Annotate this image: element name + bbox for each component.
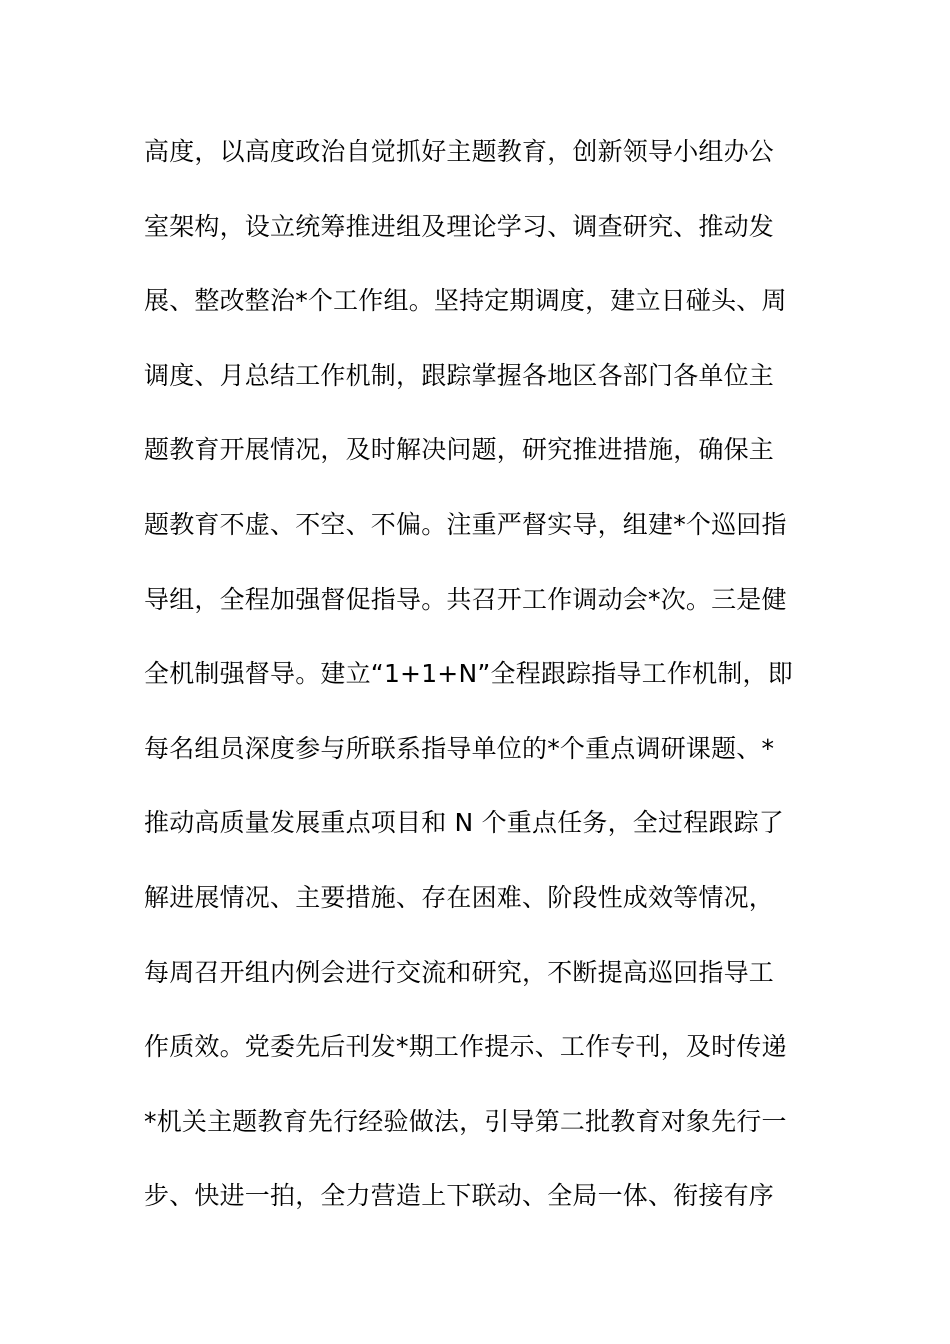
text-line: 作质效。党委先后刊发*期工作提示、工作专刊，及时传递 <box>144 1032 787 1062</box>
text-line: 调度、月总结工作机制，跟踪掌握各地区各部门各单位主 <box>144 360 775 390</box>
text-line: 步、快进一拍，全力营造上下联动、全局一体、衔接有序 <box>144 1181 775 1211</box>
text-line: *机关主题教育先行经验做法，引导第二批教育对象先行一 <box>144 1106 787 1136</box>
text-line: 展、整改整治*个工作组。坚持定期调度，建立日碰头、周 <box>144 286 787 316</box>
body-paragraph <box>144 122 806 1241</box>
text-line: 高度，以高度政治自觉抓好主题教育，创新领导小组办公 <box>144 137 775 166</box>
text-line: 推动高质量发展重点项目和 N 个重点任务，全过程跟踪了 <box>144 808 784 838</box>
text-line: 导组，全程加强督促指导。共召开工作调动会*次。三是健 <box>144 584 787 614</box>
text-line: 解进展情况、主要措施、存在困难、阶段性成效等情况， <box>144 882 775 912</box>
text-line: 全机制强督导。建立“1+1+N”全程跟踪指导工作机制，即 <box>144 659 793 689</box>
text-line: 题教育不虚、不空、不偏。注重严督实导，组建*个巡回指 <box>144 509 787 539</box>
text-line: 每名组员深度参与所联系指导单位的*个重点调研课题、* <box>144 733 775 763</box>
text-line: 室架构，设立统筹推进组及理论学习、调查研究、推动发 <box>144 211 775 241</box>
text-line: 每周召开组内例会进行交流和研究，不断提高巡回指导工 <box>144 957 775 987</box>
text-line: 题教育开展情况，及时解决问题，研究推进措施，确保主 <box>144 435 775 465</box>
